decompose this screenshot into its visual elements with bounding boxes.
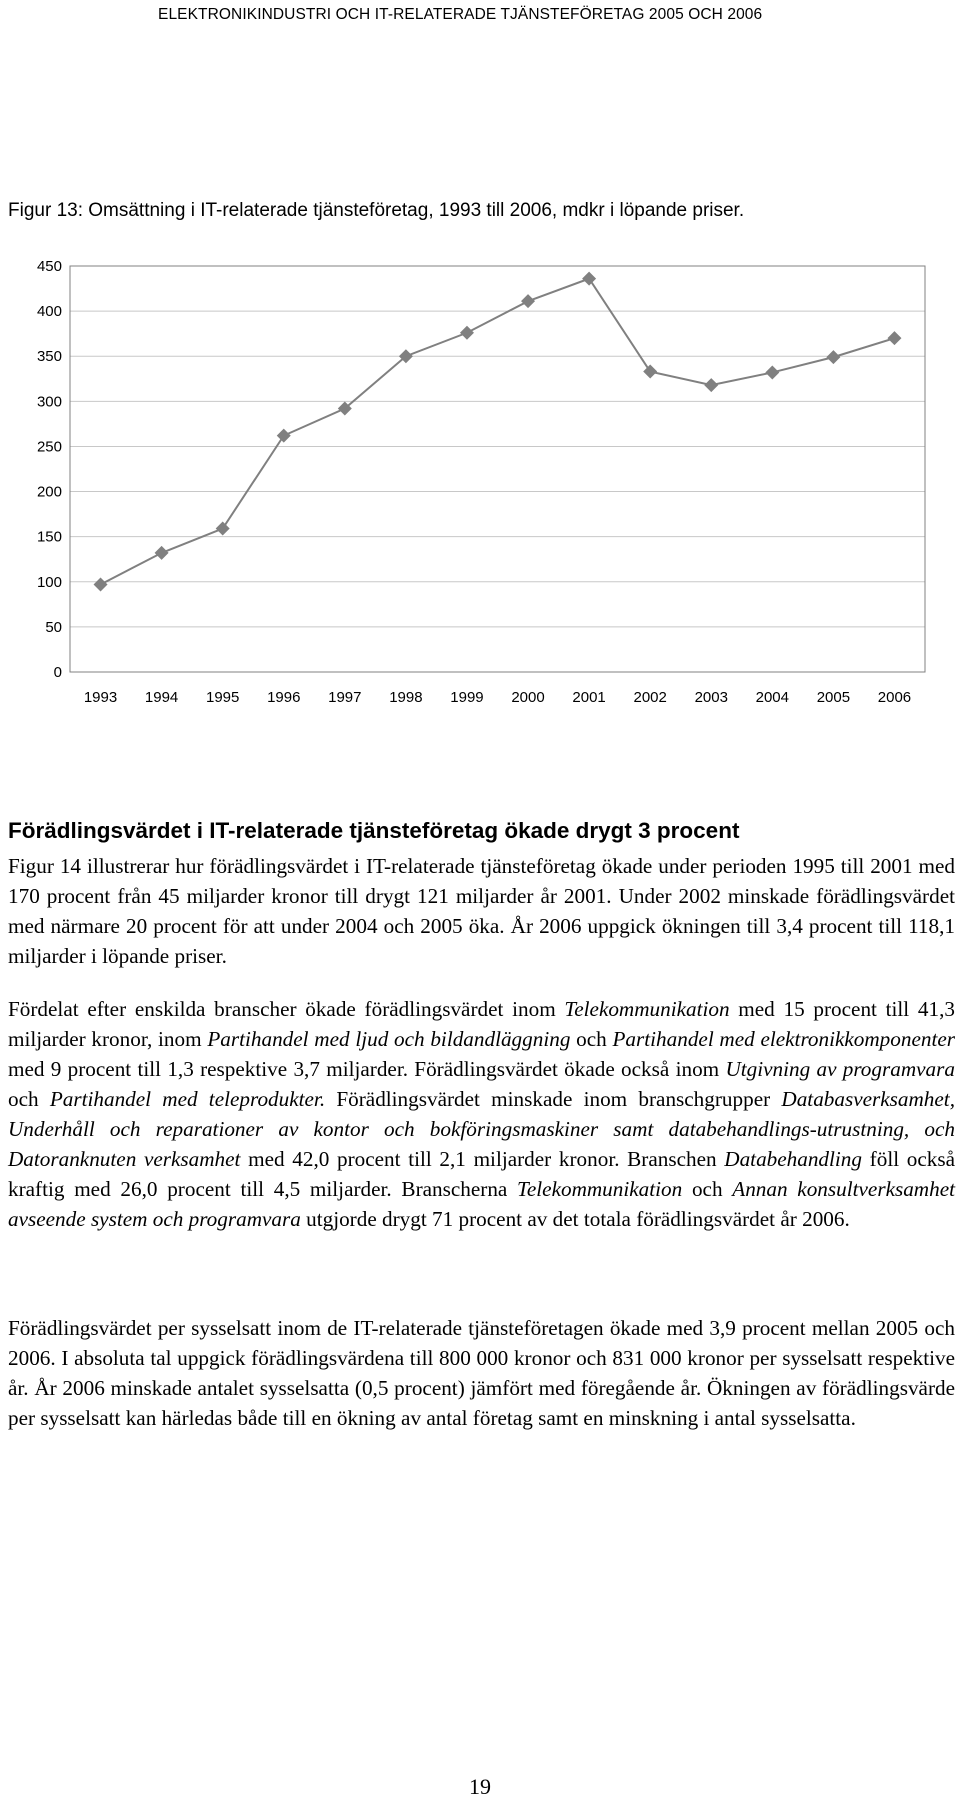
x-tick-label: 1994	[144, 689, 179, 706]
p2-text-5: och	[8, 1087, 50, 1111]
figure-caption: Figur 13: Omsättning i IT-relaterade tjänsteföretag, 1993 till 2006, mdkr i löpande priser.	[8, 200, 745, 221]
p2-italic-1: Telekommunikation	[564, 997, 730, 1021]
series-markers	[94, 272, 902, 592]
p2-text-2: med 15 procent till 41,3 miljarder kronor, inom	[8, 997, 955, 1051]
x-tick-label: 1995	[205, 689, 240, 706]
page-number: 19	[469, 1774, 491, 1799]
x-tick-label: 1993	[83, 689, 118, 706]
p2-italic-4: Utgivning av programvara	[725, 1057, 955, 1081]
x-tick-label: 1996	[267, 689, 301, 706]
data-point-marker	[460, 326, 474, 340]
y-tick-label: 300	[36, 393, 62, 411]
data-point-marker	[582, 272, 596, 286]
y-axis-tick-labels	[37, 258, 62, 681]
x-tick-label: 1999	[450, 689, 484, 706]
data-point-marker	[704, 378, 718, 392]
x-tick-label: 2004	[755, 689, 790, 706]
data-point-marker	[155, 546, 169, 560]
p2-italic-2: Partihandel med ljud och bildandläggning	[207, 1027, 571, 1051]
plot-area-frame	[70, 266, 925, 672]
p2-italic-5: Partihandel med teleprodukter.	[49, 1087, 326, 1111]
x-tick-label: 1998	[389, 689, 423, 706]
p2-italic-9: Annan konsultverksamhet avseende system och programvara	[8, 1177, 955, 1231]
y-tick-label: 150	[36, 528, 62, 546]
p2-text-9: och	[682, 1177, 733, 1201]
paragraph-2	[8, 994, 955, 1234]
revenue-line-chart	[0, 250, 960, 770]
section-heading: Förädlingsvärdet i IT-relaterade tjänsteföretag ökade drygt 3 procent	[8, 818, 740, 843]
p2-italic-7: Databehandling	[724, 1147, 862, 1171]
x-tick-label: 2005	[816, 689, 851, 706]
y-tick-label: 200	[36, 483, 62, 501]
p2-text-10: utgjorde drygt 71 procent av det totala förädlingsvärdet år 2006.	[300, 1207, 850, 1231]
p2-text-1: Fördelat efter enskilda branscher ökade förädlingsvärdet inom	[8, 997, 565, 1021]
x-tick-label: 2006	[877, 689, 912, 706]
chart-gridlines	[70, 266, 925, 672]
x-tick-label: 2002	[633, 689, 667, 706]
data-point-marker	[643, 365, 657, 379]
x-tick-label: 2003	[694, 689, 728, 706]
x-axis-tick-labels	[84, 689, 911, 706]
data-point-marker	[765, 365, 779, 379]
data-point-marker	[94, 577, 108, 591]
p2-italic-6: Databasverksamhet, Underhåll och reparationer av kontor och bokföringsmaskiner samt databehandlings-utrustning, och Datoranknuten verksamhet	[8, 1087, 955, 1171]
paragraph-1: Figur 14 illustrerar hur förädlingsvärdet i IT-relaterade tjänsteföretag ökade under perioden 1995 till 2001 med 170 procent från 45 miljarder kronor till drygt 121 miljarder år 2001. Under 2002 minskade förädlingsvärdet med närmare 20 procent för att under 2004 och 2005 öka. År 2006 uppgick ökningen till 3,4 procent till 118,1 miljarder i löpande priser.	[8, 854, 955, 968]
y-tick-label: 400	[36, 303, 62, 321]
y-tick-label: 250	[36, 438, 62, 456]
x-tick-label: 1997	[328, 689, 362, 706]
p2-italic-3: Partihandel med elektronikkomponenter	[612, 1027, 955, 1051]
y-tick-label: 100	[36, 573, 62, 591]
p2-text-6: Förädlingsvärdet minskade inom branschgrupper	[325, 1087, 782, 1111]
p2-italic-8: Telekommunikation	[517, 1177, 683, 1201]
p2-text-7: med 42,0 procent till 2,1 miljarder kronor. Branschen	[240, 1147, 725, 1171]
p2-text-4: med 9 procent till 1,3 respektive 3,7 miljarder. Förädlingsvärdet ökade också inom	[8, 1057, 726, 1081]
series-line	[101, 279, 895, 585]
p2-text-8: föll också kraftig med 26,0 procent till 4,5 miljarder. Branscherna	[8, 1147, 956, 1201]
data-point-marker	[826, 350, 840, 364]
paragraph-3: Förädlingsvärdet per sysselsatt inom de IT-relaterade tjänsteföretagen ökade med 3,9 procent mellan 2005 och 2006. I absoluta tal uppgick förädlingsvärdena till 800 000 kronor och 831 000 kronor per sysselsatt respektive år. År 2006 minskade antalet sysselsatta (0,5 procent) jämfört med föregående år. Ökningen av förädlingsvärde per sysselsatt kan härledas både till en ökning av antal företag samt en minskning i antal sysselsatta.	[8, 1316, 955, 1430]
y-tick-label: 50	[45, 618, 62, 636]
data-point-marker	[216, 522, 230, 536]
p2-text-3: och	[570, 1027, 613, 1051]
y-tick-label: 0	[53, 664, 62, 681]
running-header: ELEKTRONIKINDUSTRI OCH IT-RELATERADE TJÄNSTEFÖRETAG 2005 OCH 2006	[158, 6, 763, 23]
x-tick-label: 2001	[572, 689, 606, 706]
x-tick-label: 2000	[511, 689, 545, 706]
data-point-marker	[277, 429, 291, 443]
data-point-marker	[521, 294, 535, 308]
y-tick-label: 450	[36, 258, 62, 275]
y-tick-label: 350	[36, 348, 62, 366]
data-point-marker	[887, 331, 901, 345]
